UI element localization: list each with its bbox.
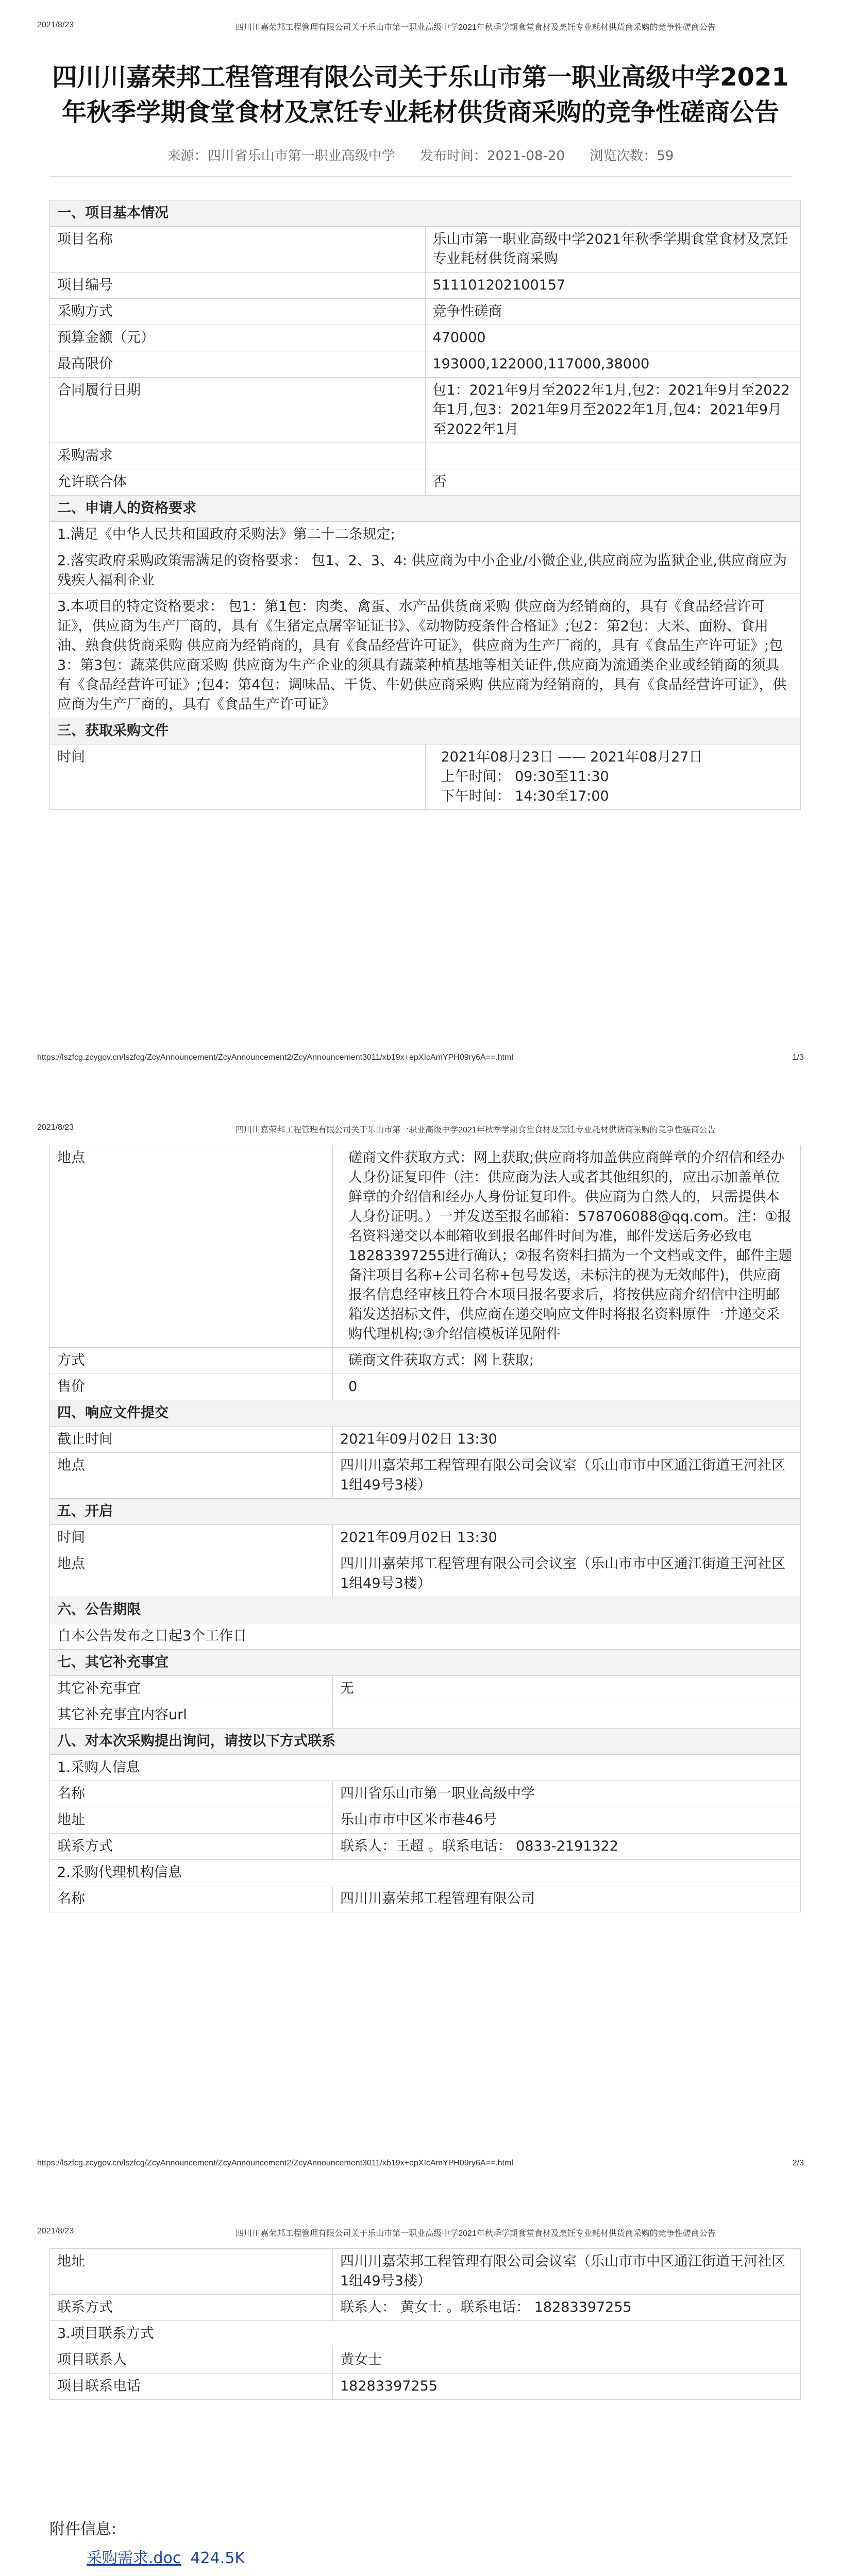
table-row: 地址 乐山市市中区米市巷46号: [50, 1807, 801, 1834]
attachment-item: [49, 2544, 731, 2573]
table-row: 采购需求: [50, 443, 801, 469]
subheading-purchaser: 1.采购人信息: [50, 1755, 801, 1781]
table-row: 地点 磋商文件获取方式：网上获取;供应商将加盖供应商鲜章的介绍信和经办人身份证复印件（注：供应商为法人或者其他组织的，应出示加盖单位鲜章的介绍信和经办人身份证复印件。供应商为自然人的，只需提供本人身份证明。）一并发送至报名邮箱：578706088@qq.com。注：①报名资料递交以本邮箱收到报名邮件时间为准，邮件发送后务必致电18283397255进行确认；②报名资料扫描为一个文档或文件，邮件主题备注项目名称+公司名称+包号发送，未标注的视为无效邮件)，供应商报名信息经审核且符合本项目报名要求后，将按供应商介绍信中注明邮箱发送招标文件，供应商在递交响应文件时将报名资料原件一并递交采购代理机构;③介绍信模板详见附件: [50, 1145, 801, 1348]
announcement-table-part2: [49, 1145, 801, 1912]
table-row: 项目名称 乐山市第一职业高级中学2021年秋季学期食堂食材及烹饪专业耗材供货商采购: [50, 227, 801, 273]
obtain-place-text: 磋商文件获取方式：网上获取;供应商将加盖供应商鲜章的介绍信和经办人身份证复印件（注：供应商为法人或者其他组织的，应出示加盖单位鲜章的介绍信和经办人身份证复印件。供应商为自然人的，只需提供本人身份证明。）一并发送至报名邮箱：578706088@qq.com。注：①报名资料递交以本邮箱收到报名邮件时间为准，邮件发送后务必致电18283397255进行确认；②报名资料扫描为一个文档或文件，邮件主题备注项目名称+公司名称+包号发送，未标注的视为无效邮件)，供应商报名信息经审核且符合本项目报名要求后，将按供应商介绍信中注明邮箱发送招标文件，供应商在递交响应文件时将报名资料原件一并递交采购代理机构;③介绍信模板详见附件: [348, 1150, 793, 1342]
table-row: 售价 0: [50, 1374, 801, 1400]
subheading-agency: 2.采购代理机构信息: [50, 1860, 801, 1886]
page-number: 2/3: [792, 2159, 804, 2167]
table-row: [50, 594, 801, 718]
attachment-item: [49, 2573, 731, 2576]
print-page-3: 2021/8/23 四川川嘉荣邦工程管理有限公司关于乐山市第一职业高级中学2021年秋季学期食堂食材及烹饪专业耗材供货商采购的竞争性磋商公告 地址 四川川嘉荣邦工程管理有限公司会议室（乐山市市中区通江街道王河社区1组49号3楼） 联系方式 联系人： 黄女士 。联系电话： 18283397255 3.项目联系方式 项目联系人 黄女士 项目联系电话 18283397255 附件信息: 采购需求.doc 424.5K: [0, 2206, 841, 2576]
table-row: 联系方式 联系人：王超 。联系电话： 0833-2191322: [50, 1834, 801, 1860]
print-page-2: 2021/8/23 四川川嘉荣邦工程管理有限公司关于乐山市第一职业高级中学2021年秋季学期食堂食材及烹饪专业耗材供货商采购的竞争性磋商公告 地点 磋商文件获取方式：网上获取;供应商将加盖供应商鲜章的介绍信和经办人身份证复印件（注：供应商为法人或者其他组织的，应出示加盖单位鲜章的介绍信和经办人身份证复印件。供应商为自然人的，只需提供本人身份证明。）一并发送至报名邮箱：578706088@qq.com。注：①报名资料递交以本邮箱收到报名邮件时间为准，邮件发送后务必致电18283397255进行确认；②报名资料扫描为一个文档或文件，邮件主题备注项目名称+公司名称+包号发送，未标注的视为无效邮件)，供应商报名信息经审核且符合本项目报名要求后，将按供应商介绍信中注明邮箱发送招标文件，供应商在递交响应文件时将报名资料原件一并递交采购代理机构;③介绍信模板详见附件 方式 磋商文件获取方式：网上获取; 售价 0 四、响应文件提交 截止时间 2021年09月02日 13:30 地点 四川川嘉荣邦工程管理有限公司会议室（乐山市市中区通江街道王河社区1组49号3楼） 五、开启 时间 2021年09月02日 13:30 地点 四川川嘉荣邦工程管理有限公司会议室（乐山市市中区通江街道王河社区1组49号3楼） 六、公告期限 自本公告发布之日起3个工作日 七、其它补充事宜 其它补充事宜 无 其它补充事宜内容url 八、对本次采购提出询问，请按以下方式联系 1.采购人信息 名称 四川省乐山市第一职业高级中学 地址 乐山市市中区米市巷46号 联系方式 联系人：王超 。联系电话： 0833-2191322 2.采购代理机构信息 名称 四川川嘉荣邦工程管理有限公司 https://lszfcg.zcygov.cn/lszfcg/ZcyAnnouncement/ZcyAnnouncement2/ZcyAnnouncement3011/xb19x+epXIcAmYPH09ry6A==.html 2/3: [0, 1103, 841, 2174]
table-row: 项目联系人 黄女士: [50, 2347, 801, 2374]
obtain-morning-time: 上午时间： 09:30至11:30: [441, 769, 609, 785]
section-heading-basic-info: 一、项目基本情况: [50, 200, 801, 227]
section-heading-contact: 八、对本次采购提出询问，请按以下方式联系: [50, 1728, 801, 1755]
table-row: 截止时间 2021年09月02日 13:30: [50, 1427, 801, 1453]
table-row: 时间 2021年08月23日 —— 2021年08月27日 上午时间： 09:30至11:30 下午时间： 14:30至17:00: [50, 744, 801, 810]
table-row: [50, 522, 801, 548]
table-row: 其它补充事宜 无: [50, 1676, 801, 1702]
table-row: 联系方式 联系人： 黄女士 。联系电话： 18283397255: [50, 2295, 801, 2321]
print-page-1: [0, 0, 841, 1069]
announcement-table-part3: [49, 2248, 801, 2400]
article-source: 来源：四川省乐山市第一职业高级中学: [167, 148, 395, 164]
qualification-item-2: 2.落实政府采购政策需满足的资格要求： 包1、2、3、4: 供应商为中小企业/小微企业,供应商应为监狱企业,供应商应为残疾人福利企业: [50, 548, 801, 594]
announcement-title: 四川川嘉荣邦工程管理有限公司关于乐山市第一职业高级中学2021年秋季学期食堂食材及烹饪专业耗材供货商采购的竞争性磋商公告: [52, 63, 789, 127]
print-url: https://lszfcg.zcygov.cn/lszfcg/ZcyAnnouncement/ZcyAnnouncement2/ZcyAnnouncement3011/xb19x+epXIcAmYPH09ry6A==.html: [37, 1053, 513, 1062]
subheading-project-contact: 3.项目联系方式: [50, 2321, 801, 2347]
title-divider: [49, 176, 792, 177]
qualification-item-3: 3.本项目的特定资格要求： 包1：第1包：肉类、禽蛋、水产品供货商采购 供应商为经销商的，具有《食品经营许可证》，供应商为生产厂商的，具有《生猪定点屠宰证证书》、《动物防疫条件合格证》;包2：第2包：大米、面粉、食用油、熟食供货商采购 供应商为经销商的，具有《食品经营许可证》，供应商为生产厂商的，具有《食品生产许可证》;包3：第3包：蔬菜供应商采购 供应商为生产企业的须具有蔬菜种植基地等相关证件,供应商为流通类企业或经销商的须具有《食品经营许可证》;包4：第4包：调味品、干货、牛奶供应商采购 供应商为经销商的，具有《食品经营许可证》，供应商为生产厂商的，具有《食品生产许可证》: [50, 594, 801, 718]
table-row: 地址 四川川嘉荣邦工程管理有限公司会议室（乐山市市中区通江街道王河社区1组49号3楼）: [50, 2249, 801, 2295]
obtain-afternoon-time: 下午时间： 14:30至17:00: [441, 788, 609, 804]
table-row: 项目编号 511101202100157: [50, 273, 801, 299]
print-date: 2021/8/23: [37, 21, 74, 29]
section-heading-qualifications: 二、申请人的资格要求: [50, 496, 801, 522]
section-heading-opening: 五、开启: [50, 1499, 801, 1525]
table-row: 名称 四川省乐山市第一职业高级中学: [50, 1781, 801, 1807]
table-row: 方式 磋商文件获取方式：网上获取;: [50, 1348, 801, 1374]
table-row: [50, 548, 801, 594]
section-heading-obtain-docs: 三、获取采购文件: [50, 718, 801, 744]
section-heading-submission: 四、响应文件提交: [50, 1400, 801, 1427]
article-views: 浏览次数：59: [590, 148, 674, 164]
attachments-label: 附件信息:: [49, 2520, 117, 2538]
section-heading-other: 七、其它补充事宜: [50, 1650, 801, 1676]
table-row: 地点 四川川嘉荣邦工程管理有限公司会议室（乐山市市中区通江街道王河社区1组49号3楼）: [50, 1551, 801, 1597]
attachment-size: 424.5K: [190, 2549, 245, 2567]
table-row: 其它补充事宜内容url: [50, 1702, 801, 1728]
table-row: 最高限价 193000,122000,117000,38000: [50, 351, 801, 378]
attachment-link-requirements[interactable]: 采购需求.doc: [87, 2549, 181, 2567]
table-row: 时间 2021年09月02日 13:30: [50, 1525, 801, 1551]
qualification-item-1: 1.满足《中华人民共和国政府采购法》第二十二条规定;: [50, 522, 801, 548]
table-row: 项目联系电话 18283397255: [50, 2374, 801, 2400]
table-row: 名称 四川川嘉荣邦工程管理有限公司: [50, 1886, 801, 1912]
print-header-title: 四川川嘉荣邦工程管理有限公司关于乐山市第一职业高级中学2021年秋季学期食堂食材及烹饪专业耗材供货商采购的竞争性磋商公告: [236, 23, 716, 32]
table-row: 允许联合体 否: [50, 469, 801, 496]
announcement-table-part1: [49, 200, 801, 810]
article-meta: [49, 145, 792, 164]
article-publish-time: 发布时间：2021-08-20: [419, 148, 565, 164]
attachments-section: [49, 2515, 731, 2576]
table-row: 自本公告发布之日起3个工作日: [50, 1623, 801, 1650]
table-row: 地点 四川川嘉荣邦工程管理有限公司会议室（乐山市市中区通江街道王河社区1组49号3楼）: [50, 1453, 801, 1499]
obtain-date-range: 2021年08月23日 —— 2021年08月27日: [441, 749, 703, 765]
table-row: 采购方式 竞争性磋商: [50, 299, 801, 325]
page-number: 1/3: [792, 1053, 804, 1062]
section-heading-period: 六、公告期限: [50, 1597, 801, 1623]
table-row: 合同履行日期 包1：2021年9月至2022年1月,包2：2021年9月至2022年1月,包3：2021年9月至2022年1月,包4：2021年9月至2022年1月: [50, 378, 801, 443]
table-row: 预算金额（元） 470000: [50, 325, 801, 351]
